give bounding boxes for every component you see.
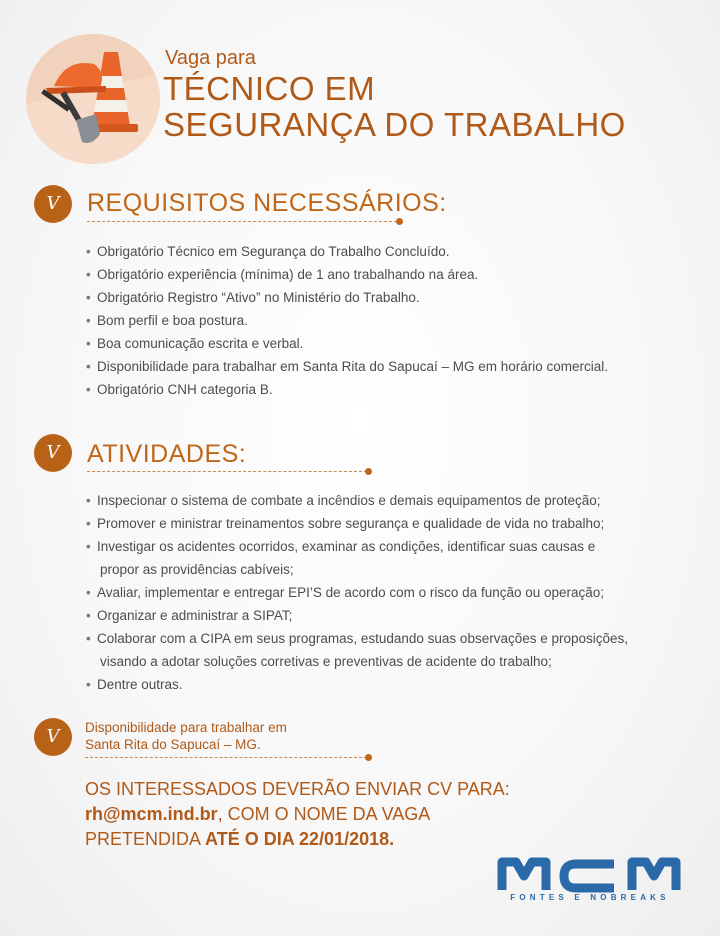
divider-dot xyxy=(396,218,403,225)
divider-dot xyxy=(365,754,372,761)
hero-illustration xyxy=(26,34,160,164)
availability-line1: Disponibilidade para trabalhar em xyxy=(85,720,287,735)
deadline: ATÉ O DIA 22/01/2018. xyxy=(205,829,395,849)
list-item: • Obrigatório Técnico em Segurança do Trabalho Concluído. xyxy=(86,240,686,263)
activities-list xyxy=(86,489,686,696)
activities-title: ATIVIDADES: xyxy=(87,440,247,468)
list-item: • Obrigatório CNH categoria B. xyxy=(86,378,686,401)
check-icon: V xyxy=(34,434,72,472)
section-divider xyxy=(85,757,367,758)
list-item: • Promover e ministrar treinamentos sobre segurança e qualidade de vida no trabalho; xyxy=(86,512,686,535)
divider-dot xyxy=(365,468,372,475)
page-title-line2: SEGURANÇA DO TRABALHO xyxy=(163,106,626,143)
list-item: • Inspecionar o sistema de combate a incêndios e demais equipamentos de proteção; xyxy=(86,489,686,512)
safety-equipment-icon xyxy=(26,34,160,164)
list-item: • Organizar e administrar a SIPAT; xyxy=(86,604,686,627)
list-item: • Obrigatório Registro “Ativo” no Ministério do Trabalho. xyxy=(86,286,686,309)
section-divider xyxy=(87,471,367,472)
check-icon: V xyxy=(34,185,72,223)
section-divider xyxy=(87,221,397,222)
list-item: • Colaborar com a CIPA em seus programas, estudando suas observações e proposições, visando a adotar soluções corretivas e preventivas de acidente do trabalho; xyxy=(86,627,686,673)
requirements-list xyxy=(86,240,686,401)
requirements-title: REQUISITOS NECESSÁRIOS: xyxy=(87,189,447,217)
contact-email[interactable]: rh@mcm.ind.br xyxy=(85,804,218,824)
cta-line3: PRETENDIDA ATÉ O DIA 22/01/2018. xyxy=(85,829,395,849)
list-item: • Disponibilidade para trabalhar em Santa Rita do Sapucaí – MG em horário comercial. xyxy=(86,355,686,378)
availability-line2: Santa Rita do Sapucaí – MG. xyxy=(85,737,261,752)
check-icon: V xyxy=(34,718,72,756)
cta-line1: OS INTERESSADOS DEVERÃO ENVIAR CV PARA: xyxy=(85,779,510,799)
list-item: • Avaliar, implementar e entregar EPI’S de acordo com o risco da função ou operação; xyxy=(86,581,686,604)
list-item: • Investigar os acidentes ocorridos, examinar as condições, identificar suas causas e propor as providências cabíveis; xyxy=(86,535,686,581)
header-kicker: Vaga para xyxy=(165,47,256,69)
list-item: • Dentre outras. xyxy=(86,673,686,696)
logo-tagline: FONTES E NOBREAKS xyxy=(510,893,670,902)
page-title-line1: TÉCNICO EM xyxy=(163,70,376,107)
list-item: • Boa comunicação escrita e verbal. xyxy=(86,332,686,355)
list-item: • Obrigatório experiência (mínima) de 1 ano trabalhando na área. xyxy=(86,263,686,286)
list-item: • Bom perfil e boa postura. xyxy=(86,309,686,332)
cta-line2: rh@mcm.ind.br, COM O NOME DA VAGA xyxy=(85,804,431,824)
